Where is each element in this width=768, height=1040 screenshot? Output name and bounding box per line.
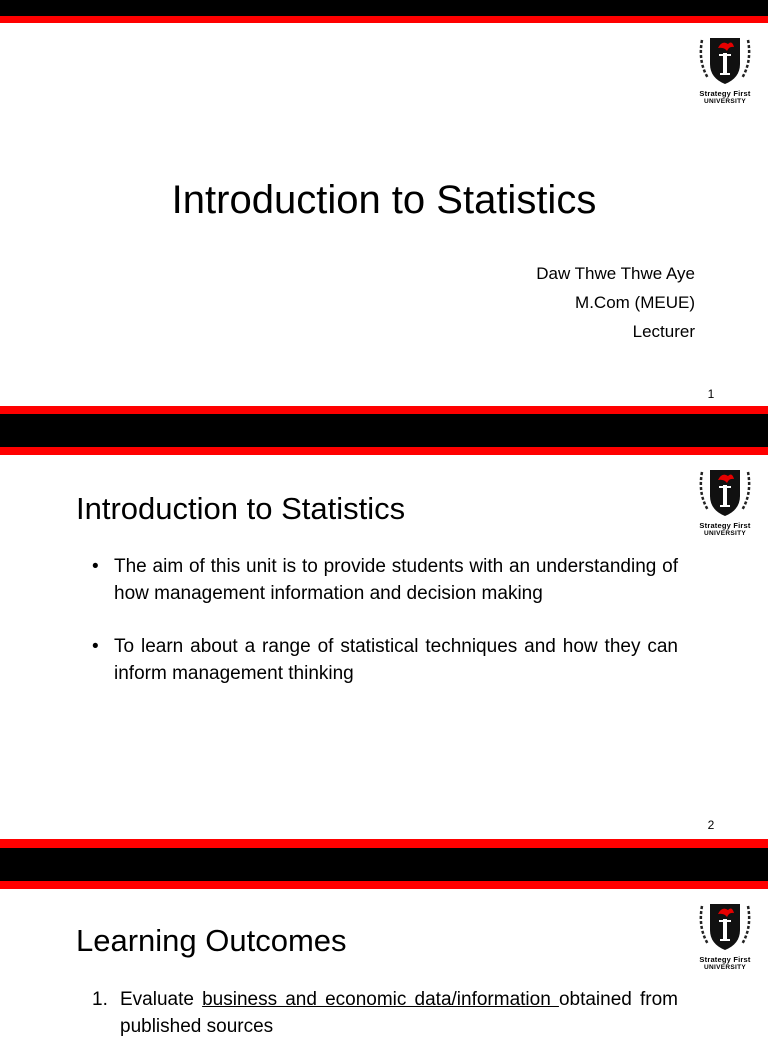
logo-text-line2: UNIVERSITY	[703, 98, 746, 105]
author-name: Daw Thwe Thwe Aye	[536, 264, 695, 283]
separator-red-band	[0, 839, 768, 848]
slide-2	[0, 455, 768, 839]
slide-2-page-number: 2	[707, 818, 715, 832]
logo-text-line1: Strategy First	[699, 89, 751, 98]
outcome-number: 1.	[92, 989, 108, 1010]
bullet-list	[92, 553, 678, 713]
outcome-text: Evaluate business and economic data/information obtained from published sources	[120, 989, 678, 1037]
author-degree: M.Com (MEUE)	[575, 293, 695, 312]
crest-icon	[696, 466, 754, 520]
top-black-band	[0, 0, 768, 16]
university-logo	[690, 466, 760, 538]
slide-3-title: Learning Outcomes	[76, 923, 347, 958]
slide-2-title: Introduction to Statistics	[76, 491, 406, 526]
bullet-icon: •	[92, 636, 99, 657]
separator-black-band	[0, 414, 768, 447]
university-logo	[690, 34, 760, 106]
list-item: • To learn about a range of statistical techniques and how they can inform management thinking	[92, 633, 678, 687]
crest-icon	[696, 900, 754, 954]
crest-icon	[696, 34, 754, 88]
separator-red-band	[0, 406, 768, 414]
slide-1-page-number: 1	[707, 387, 715, 401]
university-logo	[690, 900, 760, 972]
logo-text-line2: UNIVERSITY	[703, 964, 746, 971]
slide-1	[0, 23, 768, 406]
top-red-band	[0, 16, 768, 23]
list-item: • The aim of this unit is to provide students with an understanding of how management information and decision making	[92, 553, 678, 607]
logo-text-line1: Strategy First	[699, 521, 751, 530]
slide-3	[0, 889, 768, 1037]
logo-text-line2: UNIVERSITY	[703, 530, 746, 537]
bullet-icon: •	[92, 556, 99, 577]
author-role: Lecturer	[632, 322, 695, 341]
separator-red-band	[0, 447, 768, 455]
logo-text-line1: Strategy First	[699, 955, 751, 964]
list-item	[92, 986, 678, 1040]
separator-black-band	[0, 848, 768, 881]
separator-red-band	[0, 881, 768, 889]
slide-1-title: Introduction to Statistics	[171, 178, 597, 222]
